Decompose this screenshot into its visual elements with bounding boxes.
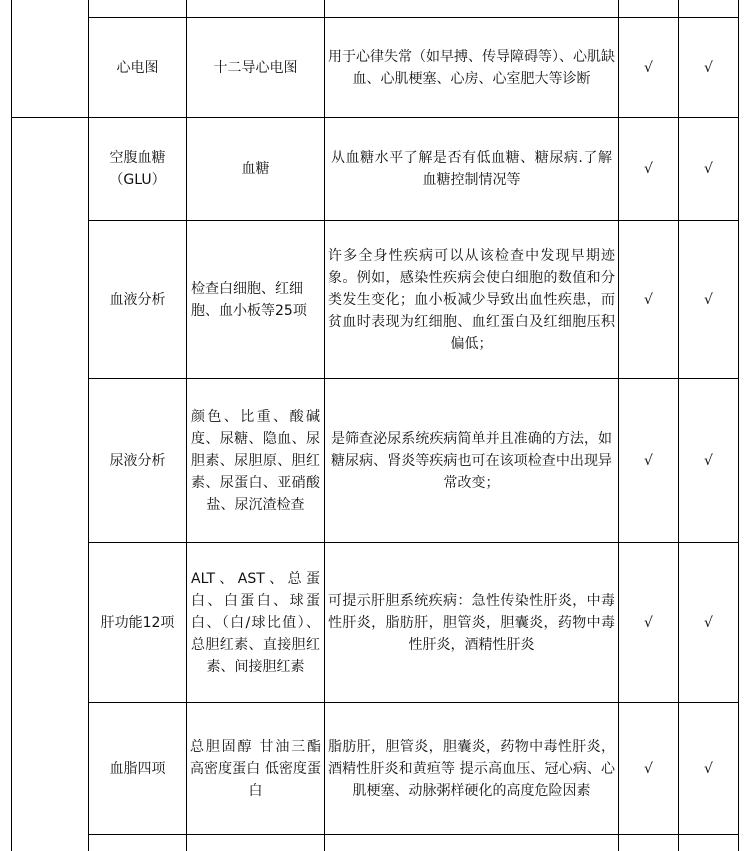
item-name: 血液分析 (109, 291, 166, 308)
item-name: 血脂四项 (109, 760, 166, 777)
check-mark: √ (644, 452, 653, 469)
check-mark: √ (704, 59, 713, 76)
item-purpose: 从血糖水平了解是否有低血糖、糖尿病.了解血糖控制情况等 (331, 150, 612, 188)
check-mark: √ (644, 614, 653, 631)
item-content: 颜色、比重、酸碱度、尿糖、隐血、尿胆素、尿胆原、胆红素、尿蛋白、亚硝酸盐、尿沉渣检查 (191, 408, 320, 513)
item-purpose: 是筛查泌尿系统疾病简单并且准确的方法，如糖尿病、肾炎等疾病也可在该项检查中出现异常改变； (331, 430, 612, 491)
item-content: 血糖 (241, 161, 270, 177)
check-mark: √ (704, 291, 713, 308)
item-name: 肝功能12项 (100, 614, 175, 631)
item-purpose: 可提示肝胆系统疾病：急性传染性肝炎，中毒性肝炎，脂肪肝，胆管炎，胆囊炎，药物中毒性肝炎，酒精性肝炎 (328, 592, 615, 653)
item-name: 尿液分析 (109, 452, 166, 469)
item-purpose: 脂肪肝，胆管炎，胆囊炎，药物中毒性肝炎，酒精性肝炎和黄疸等 提示高血压、冠心病、心肌梗塞、动脉粥样硬化的高度危险因素 (328, 738, 615, 799)
check-mark: √ (644, 291, 653, 308)
item-name: 空腹血糖（GLU） (109, 150, 166, 188)
item-purpose: 许多全身性疾病可以从该检查中发现早期迹象。例如，感染性疾病会使白细胞的数值和分类发生变化；血小板减少导致出血性疾患，而贫血时表现为红细胞、血红蛋白及红细胞压积偏低； (328, 247, 615, 352)
item-content: 检查白细胞、红细胞、血小板等25项 (191, 280, 307, 319)
check-mark: √ (704, 614, 713, 631)
item-content: 十二导心电图 (213, 59, 298, 76)
grid-line (88, 834, 739, 835)
check-mark: √ (644, 161, 653, 177)
check-mark: √ (704, 452, 713, 469)
check-mark: √ (704, 161, 713, 177)
grid-line (11, 0, 12, 851)
item-content: 总胆固醇 甘油三酯 高密度蛋白 低密度蛋白 (190, 738, 321, 799)
item-name: 心电图 (116, 59, 159, 76)
item-content: ALT、AST、总蛋白、白蛋白、球蛋白、（白/球比值）、总胆红素、直接胆红素、间接胆红素 (191, 570, 320, 675)
grid-line (738, 0, 739, 851)
item-purpose: 用于心律失常（如早搏、传导障碍等）、心肌缺血、心肌梗塞、心房、心室肥大等诊断 (328, 48, 615, 87)
check-mark: √ (644, 59, 653, 76)
check-mark: √ (644, 760, 653, 777)
check-mark: √ (704, 760, 713, 777)
